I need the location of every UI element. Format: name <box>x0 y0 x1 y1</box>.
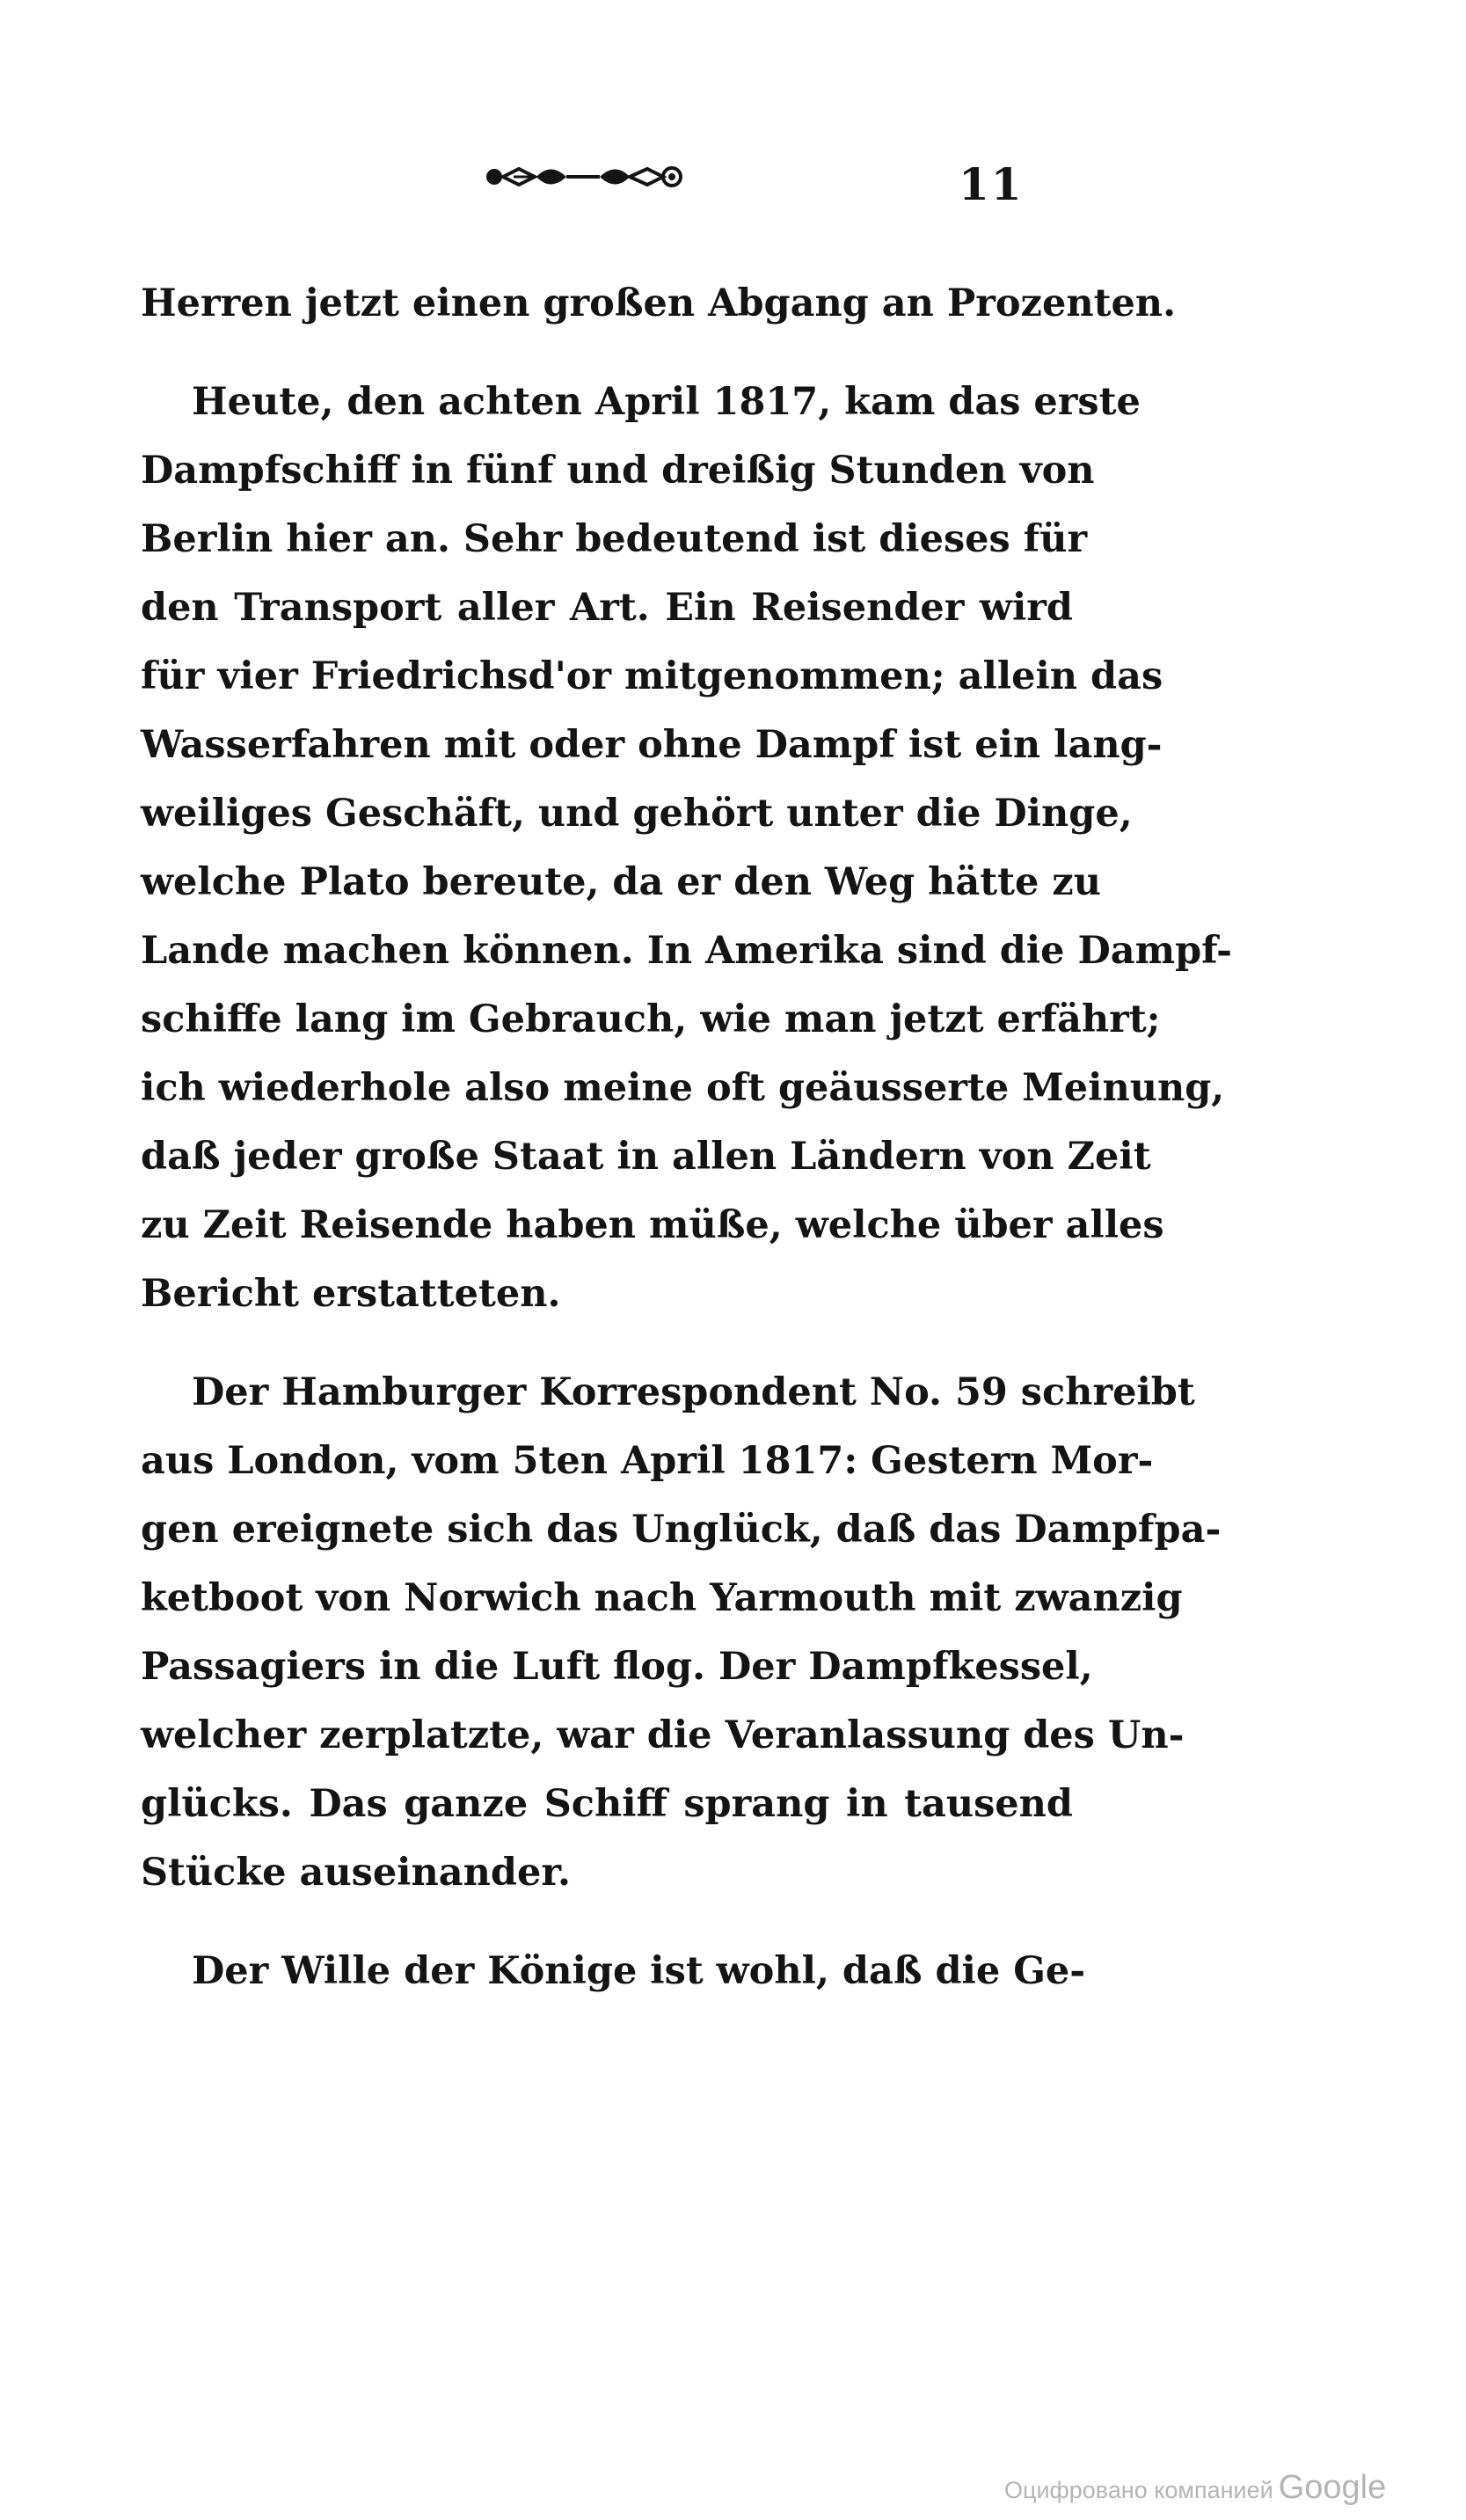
text-line: Herren jetzt einen großen Abgang an Prozenten. <box>141 281 1177 325</box>
watermark-text: Оцифровано компанией <box>1004 2477 1273 2503</box>
text-line: Heute, den achten April 1817, kam das erste <box>192 380 1141 424</box>
text-line: Berlin hier an. Sehr bedeutend ist dieses für <box>141 517 1088 561</box>
page-number: 11 <box>959 158 1024 210</box>
text-line: Wasserfahren mit oder ohne Dampf ist ein lang- <box>141 723 1163 767</box>
paragraph-gap <box>141 1907 1073 1937</box>
text-line: Dampfschiff in fünf und dreißig Stunden von <box>141 449 1095 493</box>
paragraph <box>141 1937 1086 2005</box>
text-line: Der Hamburger Korrespondent No. 59 schreibt <box>192 1370 1195 1414</box>
text-line: Lande machen können. In Amerika sind die Dampf- <box>141 929 1232 973</box>
text-line: schiffe lang im Gebrauch, wie man jetzt erfährt; <box>141 997 1161 1041</box>
text-line: welcher zerplatzte, war die Veranlassung des Un- <box>141 1713 1185 1757</box>
printer-ornament-icon <box>482 157 684 197</box>
watermark-brand: Google <box>1278 2469 1387 2506</box>
paragraph-gap <box>141 338 1073 368</box>
paragraph <box>141 368 1232 1328</box>
digitization-watermark <box>1004 2469 1386 2507</box>
text-line: welche Plato bereute, da er den Weg hätte zu <box>141 860 1101 904</box>
text-line: gen ereignete sich das Unglück, daß das Dampfpa- <box>141 1508 1222 1552</box>
text-line: weiliges Geschäft, und gehört unter die Dinge, <box>141 792 1133 836</box>
paragraph <box>141 1358 1222 1907</box>
paragraph <box>141 269 1177 338</box>
text-line: zu Zeit Reisende haben müße, welche über alles <box>141 1203 1164 1247</box>
paragraph-gap <box>141 1328 1073 1358</box>
text-line: Bericht erstatteten. <box>141 1272 561 1316</box>
text-line: ketboot von Norwich nach Yarmouth mit zwanzig <box>141 1576 1183 1620</box>
text-line: Der Wille der Könige ist wohl, daß die Ge- <box>192 1949 1086 1993</box>
text-line: ich wiederhole also meine oft geäusserte Meinung, <box>141 1066 1225 1110</box>
text-line: für vier Friedrichsd'or mitgenommen; allein das <box>141 654 1163 698</box>
text-line: aus London, vom 5ten April 1817: Gestern Mor- <box>141 1439 1154 1483</box>
text-line: Stücke auseinander. <box>141 1851 571 1895</box>
body-text <box>141 269 1232 2005</box>
text-line: daß jeder große Staat in allen Ländern von Zeit <box>141 1135 1151 1179</box>
text-line: den Transport aller Art. Ein Reisender wird <box>141 586 1073 630</box>
text-line: glücks. Das ganze Schiff sprang in tausend <box>141 1782 1073 1826</box>
text-line: Passagiers in die Luft flog. Der Dampfkessel, <box>141 1645 1093 1689</box>
